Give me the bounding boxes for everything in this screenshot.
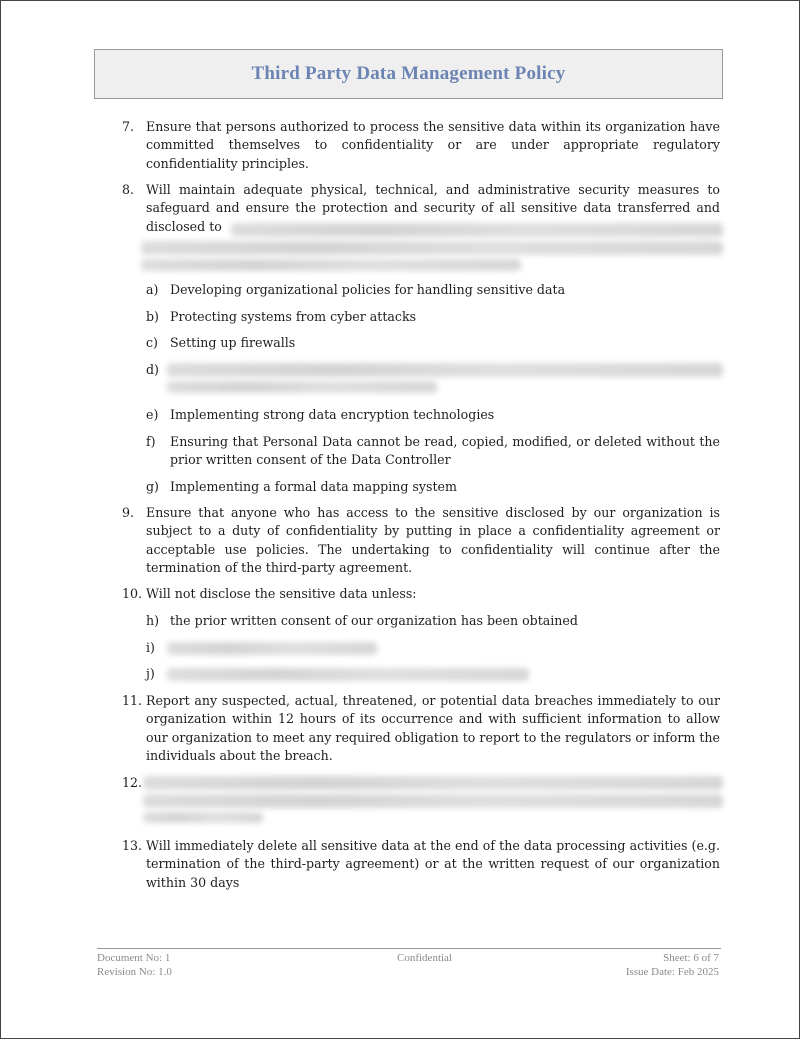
item-13-text: Will immediately delete all sensitive data at the end of the data processing activities (e.g. termination of the third-party agreement) or at the written request of our organization within 30 days — [146, 838, 720, 890]
item-8g-label: g) — [146, 479, 159, 494]
item-8f-label: f) — [146, 434, 156, 449]
item-8a-text: Developing organizational policies for handling sensitive data — [170, 282, 566, 297]
item-8c-text: Setting up firewalls — [170, 335, 296, 350]
redacted-text-block — [167, 363, 723, 377]
item-8d-label: d) — [146, 362, 159, 377]
footer-divider — [97, 948, 721, 949]
footer-classification: Confidential — [397, 952, 452, 964]
item-8f-text: Ensuring that Personal Data cannot be read, copied, modified, or deleted without the prior written consent of the Data Controller — [170, 434, 720, 468]
footer-issue-date: Issue Date: Feb 2025 — [625, 966, 719, 978]
item-10j-label: j) — [146, 666, 155, 681]
item-11-number: 11. — [122, 693, 143, 708]
item-9-text: Ensure that anyone who has access to the sensitive disclosed by our organization is subject to a duty of confidentiality by putting in place a confidentiality agreement or acceptable use policies. The undertaking to confidentiality will continue after the termination of the third-party agreement. — [146, 505, 720, 576]
redacted-text-block — [167, 642, 377, 655]
item-8c-label: c) — [146, 335, 158, 350]
item-8-visible-text: Will maintain adequate physical, technical, and administrative security measures to safeguard and ensure the protection and security of all sensitive data transferred and disclosed to — [146, 182, 720, 234]
item-13-number: 13. — [122, 838, 143, 853]
item-7-text: Ensure that persons authorized to process the sensitive data within its organization have committed themselves to confidentiality or are under appropriate regulatory confidentiality principles. — [146, 119, 720, 171]
page-title: Third Party Data Management Policy — [251, 63, 566, 84]
item-7-number: 7. — [122, 119, 135, 134]
redacted-text-block — [143, 776, 723, 790]
item-11-text: Report any suspected, actual, threatened, or potential data breaches immediately to our organization within 12 hours of its occurrence and with sufficient information to allow our organization to meet any required obligation to report to the regulators or inform the individuals about the breach. — [146, 693, 720, 764]
item-8-number: 8. — [122, 182, 135, 197]
item-10h-text: the prior written consent of our organization has been obtained — [170, 613, 578, 628]
footer-revision-number: Revision No: 1.0 — [97, 966, 172, 978]
footer-sheet: Sheet: 6 of 7 — [663, 952, 719, 964]
redacted-text-block — [167, 668, 529, 681]
redacted-text-block — [141, 259, 521, 271]
footer-document-number: Document No: 1 — [97, 952, 171, 964]
item-10i-label: i) — [146, 640, 155, 655]
item-8a-label: a) — [146, 282, 159, 297]
redacted-text-block — [143, 794, 723, 808]
item-10-text: Will not disclose the sensitive data unless: — [146, 586, 417, 601]
item-8b-label: b) — [146, 309, 159, 324]
item-8g-text: Implementing a formal data mapping system — [170, 479, 457, 494]
title-box — [94, 49, 723, 99]
item-10-number: 10. — [122, 586, 143, 601]
redacted-text-block — [231, 223, 723, 237]
item-9-number: 9. — [122, 505, 135, 520]
item-8b-text: Protecting systems from cyber attacks — [170, 309, 417, 324]
item-12-number: 12. — [122, 775, 143, 790]
item-8e-label: e) — [146, 407, 159, 422]
item-8e-text: Implementing strong data encryption technologies — [170, 407, 495, 422]
redacted-text-block — [143, 812, 263, 823]
item-10h-label: h) — [146, 613, 160, 628]
redacted-text-block — [141, 241, 723, 255]
redacted-text-block — [167, 381, 437, 393]
